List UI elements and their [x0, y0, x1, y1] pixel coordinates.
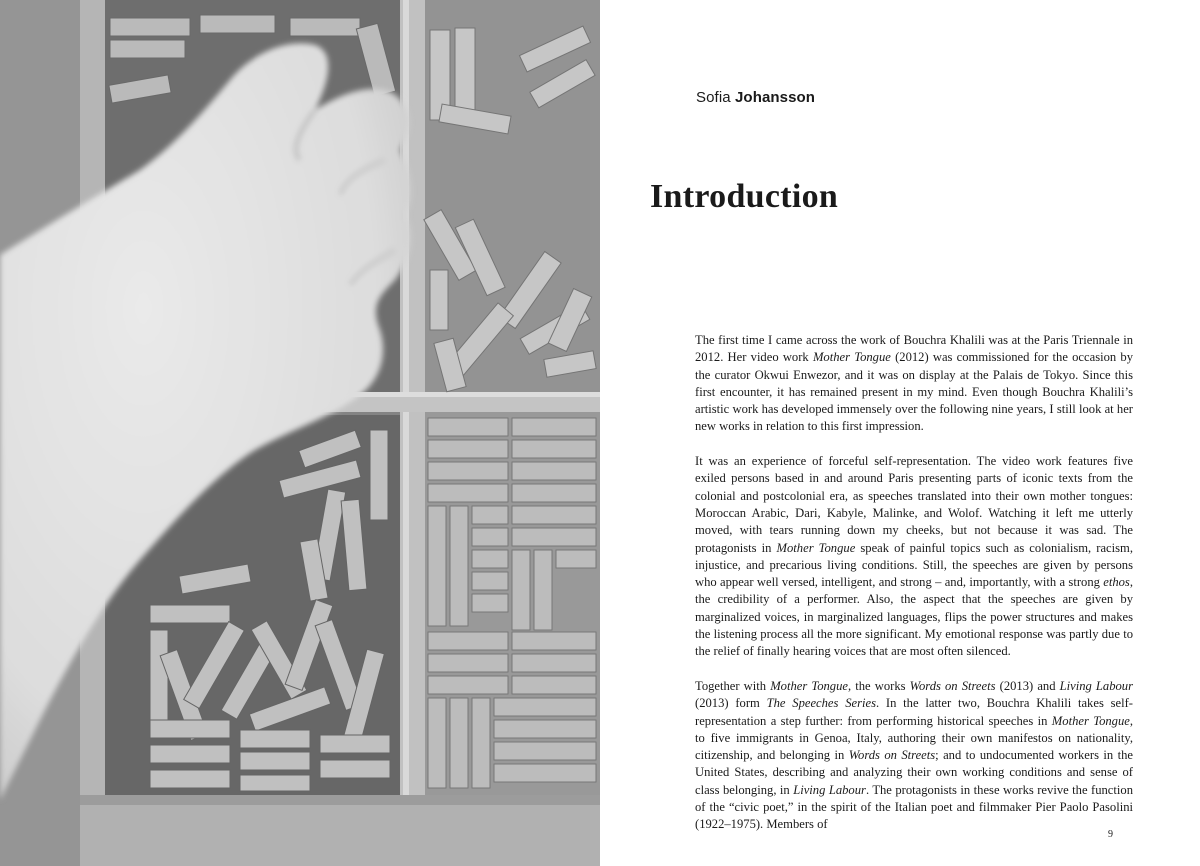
chapter-title: Introduction	[650, 178, 839, 215]
text-run: , the works	[848, 678, 910, 693]
italic-title-run: Words on Streets	[848, 748, 936, 763]
italic-title-run: The Speeches Series	[766, 696, 876, 711]
text-run: It was an experience of forceful self-representation. The video work features five exiled persons based in and around Paris presenting parts of iconic texts from the colonial and postcolonial era, as speeches translated into their own mother tongues: Moroccan Arabic, Dari, Kabyle, Malinke, and Wolof. Watching it left me utterly moved, with tears running down my cheeks, but not because it was sad. The protagonists in	[695, 454, 1133, 555]
paragraph	[695, 453, 1133, 661]
author-first-name: Sofia	[696, 89, 731, 106]
italic-title-run: Mother Tongue	[1051, 713, 1130, 728]
italic-title-run: Mother Tongue	[812, 350, 891, 365]
italic-title-run: Living Labour	[793, 782, 866, 797]
text-run: (2013) and	[995, 678, 1060, 693]
italic-title-run: ethos	[1103, 575, 1130, 590]
italic-title-run: Words on Streets	[909, 678, 996, 693]
right-page	[600, 0, 1200, 866]
italic-title-run: Living Labour	[1059, 678, 1133, 693]
paragraph	[695, 678, 1133, 834]
italic-title-run: Mother Tongue	[776, 540, 856, 555]
text-run: ; and to undocumented workers in the United States, describing and analyzing their own working conditions and sense of class belonging, in	[695, 748, 1133, 797]
text-run: , the credibility of a performer. Also, the aspect that the speeches are given by marginalized voices, in marginalized languages, flips the power structures and makes the listening process all the more significant. My emotional response was partly due to the relief of finally hearing voices that are most often silenced.	[695, 575, 1133, 659]
paragraph	[695, 332, 1133, 436]
text-run: , to five immigrants in Genoa, Italy, authoring their own manifestos on nationality, citizenship, and belonging in	[695, 713, 1133, 763]
text-run: . In the latter two, Bouchra Khalili takes self-representation a step further: from performing historical speeches in	[695, 696, 1133, 728]
author-byline	[696, 89, 815, 106]
page-number: 9	[1108, 829, 1113, 840]
italic-title-run: Mother Tongue	[770, 678, 848, 693]
author-last-name: Johansson	[734, 89, 816, 106]
text-run: . The protagonists in these works revive the function of the “civic poet,” in the spirit of the Italian poet and filmmaker Pier Paolo Pasolini (1922–1975). Members of	[695, 782, 1133, 832]
text-run: The first time I came across the work of Bouchra Khalili was at the Paris Triennale in 2012. Her video work	[695, 333, 1133, 365]
text-run: (2012) was commissioned for the occasion by the curator Okwui Enwezor, and it was on display at the Palais de Tokyo. Since this first encounter, it has remained present in my mind. Even though Bouchra Khalili’s artistic work has developed immensely over the following nine years, I still look at her new works in relation to this first impression.	[695, 350, 1133, 434]
text-run: (2013) form	[695, 696, 767, 711]
body-text	[695, 332, 1133, 851]
text-run: speak of painful topics such as colonialism, racism, injustice, and precarious living conditions. Still, the speeches are given by persons who appear well versed, intelligent, and strong – and, importantly, with a strong	[695, 540, 1133, 590]
text-run: Together with	[695, 678, 771, 693]
